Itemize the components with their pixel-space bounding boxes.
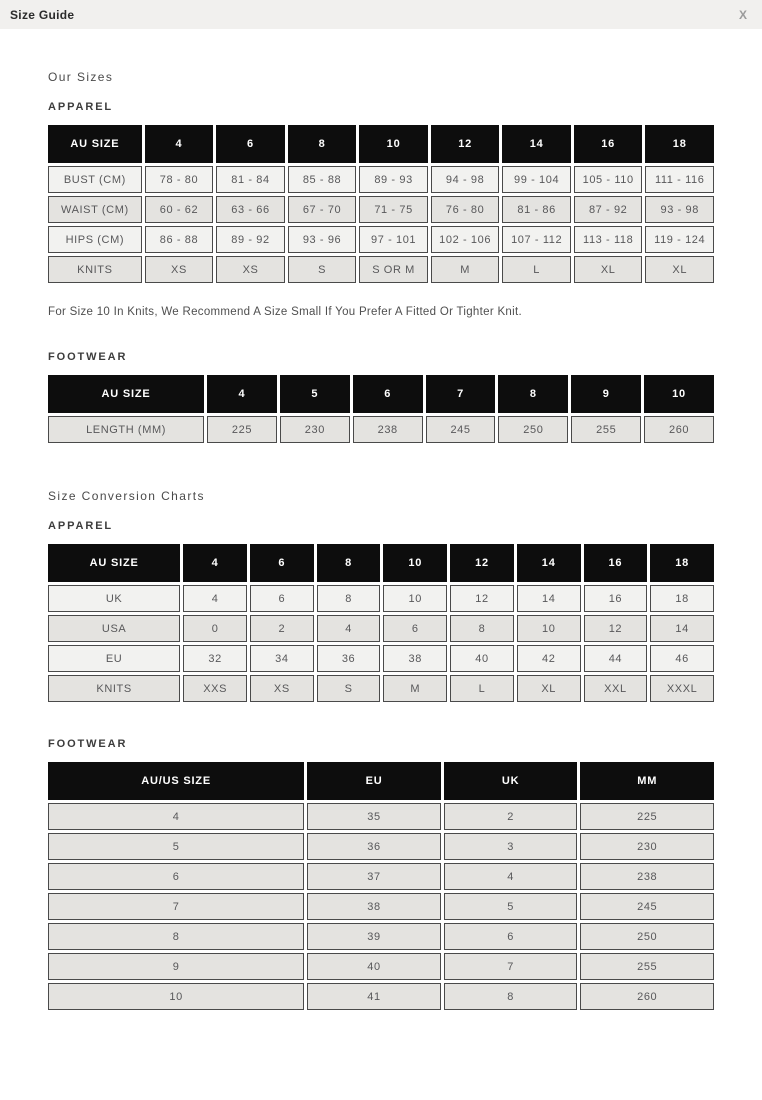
value-cell: 63 - 66 bbox=[216, 196, 285, 223]
row-label-cell: EU bbox=[48, 645, 180, 672]
value-cell: 40 bbox=[450, 645, 514, 672]
value-cell: 34 bbox=[250, 645, 314, 672]
value-cell: 255 bbox=[580, 953, 714, 980]
table-header-row bbox=[48, 762, 714, 800]
value-cell: 8 bbox=[450, 615, 514, 642]
table-label-apparel-conversion: APPAREL bbox=[48, 520, 114, 532]
conversion-apparel-table bbox=[45, 541, 717, 705]
value-cell: 250 bbox=[498, 416, 568, 443]
table-row bbox=[48, 196, 714, 223]
value-cell: 39 bbox=[307, 923, 441, 950]
our-sizes-footwear-table bbox=[45, 372, 717, 446]
value-cell: M bbox=[383, 675, 447, 702]
table-row bbox=[48, 645, 714, 672]
column-header-cell: EU bbox=[307, 762, 441, 800]
value-cell: 3 bbox=[444, 833, 578, 860]
row-label-cell: 8 bbox=[48, 923, 304, 950]
value-cell: 8 bbox=[317, 585, 381, 612]
table-row bbox=[48, 803, 714, 830]
column-header-cell: 5 bbox=[280, 375, 350, 413]
value-cell: 76 - 80 bbox=[431, 196, 500, 223]
value-cell: 2 bbox=[444, 803, 578, 830]
table-row bbox=[48, 166, 714, 193]
table-row bbox=[48, 585, 714, 612]
value-cell: 99 - 104 bbox=[502, 166, 571, 193]
value-cell: XL bbox=[645, 256, 714, 283]
column-header-cell: AU SIZE bbox=[48, 125, 142, 163]
page-title: Size Guide bbox=[10, 7, 75, 22]
value-cell: S bbox=[288, 256, 357, 283]
row-label-cell: 4 bbox=[48, 803, 304, 830]
value-cell: 36 bbox=[307, 833, 441, 860]
table-label-apparel-sizes: APPAREL bbox=[48, 101, 114, 113]
value-cell: XS bbox=[250, 675, 314, 702]
value-cell: M bbox=[431, 256, 500, 283]
table-header-row bbox=[48, 125, 714, 163]
table-label-footwear-conversion: FOOTWEAR bbox=[48, 738, 128, 750]
table-row bbox=[48, 416, 714, 443]
value-cell: 18 bbox=[650, 585, 714, 612]
row-label-cell: WAIST (CM) bbox=[48, 196, 142, 223]
value-cell: 2 bbox=[250, 615, 314, 642]
value-cell: 7 bbox=[444, 953, 578, 980]
column-header-cell: 18 bbox=[650, 544, 714, 582]
column-header-cell: 4 bbox=[183, 544, 247, 582]
value-cell: 32 bbox=[183, 645, 247, 672]
column-header-cell: UK bbox=[444, 762, 578, 800]
value-cell: L bbox=[450, 675, 514, 702]
value-cell: 255 bbox=[571, 416, 641, 443]
value-cell: 93 - 96 bbox=[288, 226, 357, 253]
value-cell: XXXL bbox=[650, 675, 714, 702]
column-header-cell: 10 bbox=[359, 125, 428, 163]
value-cell: 0 bbox=[183, 615, 247, 642]
column-header-cell: AU SIZE bbox=[48, 544, 180, 582]
column-header-cell: 6 bbox=[353, 375, 423, 413]
value-cell: 41 bbox=[307, 983, 441, 1010]
close-icon[interactable]: X bbox=[738, 7, 747, 22]
table-row bbox=[48, 833, 714, 860]
value-cell: 111 - 116 bbox=[645, 166, 714, 193]
column-header-cell: 16 bbox=[574, 125, 643, 163]
value-cell: 102 - 106 bbox=[431, 226, 500, 253]
modal-header-bar bbox=[0, 0, 762, 29]
value-cell: 67 - 70 bbox=[288, 196, 357, 223]
value-cell: 44 bbox=[584, 645, 648, 672]
table-row bbox=[48, 615, 714, 642]
table-row bbox=[48, 923, 714, 950]
value-cell: 6 bbox=[444, 923, 578, 950]
value-cell: 119 - 124 bbox=[645, 226, 714, 253]
value-cell: 107 - 112 bbox=[502, 226, 571, 253]
value-cell: 94 - 98 bbox=[431, 166, 500, 193]
value-cell: 85 - 88 bbox=[288, 166, 357, 193]
value-cell: 93 - 98 bbox=[645, 196, 714, 223]
column-header-cell: 9 bbox=[571, 375, 641, 413]
value-cell: 35 bbox=[307, 803, 441, 830]
value-cell: 5 bbox=[444, 893, 578, 920]
row-label-cell: HIPS (CM) bbox=[48, 226, 142, 253]
value-cell: 81 - 84 bbox=[216, 166, 285, 193]
value-cell: S OR M bbox=[359, 256, 428, 283]
column-header-cell: 14 bbox=[502, 125, 571, 163]
value-cell: 230 bbox=[280, 416, 350, 443]
value-cell: 89 - 93 bbox=[359, 166, 428, 193]
column-header-cell: 12 bbox=[450, 544, 514, 582]
size-guide-content bbox=[0, 29, 762, 1013]
value-cell: 105 - 110 bbox=[574, 166, 643, 193]
value-cell: 60 - 62 bbox=[145, 196, 214, 223]
table-row bbox=[48, 983, 714, 1010]
row-label-cell: UK bbox=[48, 585, 180, 612]
value-cell: 10 bbox=[383, 585, 447, 612]
table-label-footwear-sizes: FOOTWEAR bbox=[48, 351, 128, 363]
value-cell: S bbox=[317, 675, 381, 702]
table-row bbox=[48, 226, 714, 253]
value-cell: 4 bbox=[317, 615, 381, 642]
value-cell: 250 bbox=[580, 923, 714, 950]
value-cell: 6 bbox=[250, 585, 314, 612]
column-header-cell: 14 bbox=[517, 544, 581, 582]
value-cell: 38 bbox=[307, 893, 441, 920]
value-cell: 40 bbox=[307, 953, 441, 980]
value-cell: 12 bbox=[450, 585, 514, 612]
value-cell: 4 bbox=[444, 863, 578, 890]
value-cell: 14 bbox=[650, 615, 714, 642]
column-header-cell: 8 bbox=[288, 125, 357, 163]
column-header-cell: 8 bbox=[317, 544, 381, 582]
value-cell: 12 bbox=[584, 615, 648, 642]
value-cell: 71 - 75 bbox=[359, 196, 428, 223]
row-label-cell: 9 bbox=[48, 953, 304, 980]
row-label-cell: 6 bbox=[48, 863, 304, 890]
value-cell: 37 bbox=[307, 863, 441, 890]
section-heading-size-conversion: Size Conversion Charts bbox=[48, 489, 205, 503]
row-label-cell: 10 bbox=[48, 983, 304, 1010]
value-cell: 260 bbox=[580, 983, 714, 1010]
value-cell: 89 - 92 bbox=[216, 226, 285, 253]
column-header-cell: MM bbox=[580, 762, 714, 800]
column-header-cell: AU/US SIZE bbox=[48, 762, 304, 800]
value-cell: XXL bbox=[584, 675, 648, 702]
value-cell: 8 bbox=[444, 983, 578, 1010]
value-cell: 14 bbox=[517, 585, 581, 612]
value-cell: 86 - 88 bbox=[145, 226, 214, 253]
row-label-cell: LENGTH (MM) bbox=[48, 416, 204, 443]
table-row bbox=[48, 893, 714, 920]
value-cell: 16 bbox=[584, 585, 648, 612]
our-sizes-apparel-table bbox=[45, 122, 717, 286]
value-cell: 10 bbox=[517, 615, 581, 642]
knits-size-note: For Size 10 In Knits, We Recommend A Size Small If You Prefer A Fitted Or Tighter Knit. bbox=[48, 306, 522, 318]
value-cell: 238 bbox=[353, 416, 423, 443]
value-cell: XXS bbox=[183, 675, 247, 702]
value-cell: 4 bbox=[183, 585, 247, 612]
column-header-cell: 7 bbox=[426, 375, 496, 413]
row-label-cell: KNITS bbox=[48, 675, 180, 702]
value-cell: XL bbox=[517, 675, 581, 702]
row-label-cell: USA bbox=[48, 615, 180, 642]
value-cell: 87 - 92 bbox=[574, 196, 643, 223]
column-header-cell: 4 bbox=[145, 125, 214, 163]
column-header-cell: 12 bbox=[431, 125, 500, 163]
value-cell: XS bbox=[216, 256, 285, 283]
column-header-cell: 10 bbox=[383, 544, 447, 582]
column-header-cell: 6 bbox=[216, 125, 285, 163]
value-cell: XS bbox=[145, 256, 214, 283]
column-header-cell: 10 bbox=[644, 375, 714, 413]
column-header-cell: 8 bbox=[498, 375, 568, 413]
table-row bbox=[48, 953, 714, 980]
value-cell: 113 - 118 bbox=[574, 226, 643, 253]
value-cell: 78 - 80 bbox=[145, 166, 214, 193]
value-cell: 38 bbox=[383, 645, 447, 672]
value-cell: 97 - 101 bbox=[359, 226, 428, 253]
table-row bbox=[48, 675, 714, 702]
value-cell: 225 bbox=[207, 416, 277, 443]
value-cell: 238 bbox=[580, 863, 714, 890]
value-cell: 6 bbox=[383, 615, 447, 642]
column-header-cell: 18 bbox=[645, 125, 714, 163]
row-label-cell: 5 bbox=[48, 833, 304, 860]
value-cell: 230 bbox=[580, 833, 714, 860]
table-row bbox=[48, 863, 714, 890]
value-cell: 260 bbox=[644, 416, 714, 443]
value-cell: 46 bbox=[650, 645, 714, 672]
value-cell: 245 bbox=[426, 416, 496, 443]
column-header-cell: 4 bbox=[207, 375, 277, 413]
row-label-cell: 7 bbox=[48, 893, 304, 920]
value-cell: 225 bbox=[580, 803, 714, 830]
table-header-row bbox=[48, 544, 714, 582]
column-header-cell: 16 bbox=[584, 544, 648, 582]
row-label-cell: BUST (CM) bbox=[48, 166, 142, 193]
column-header-cell: AU SIZE bbox=[48, 375, 204, 413]
value-cell: 42 bbox=[517, 645, 581, 672]
table-row bbox=[48, 256, 714, 283]
value-cell: 245 bbox=[580, 893, 714, 920]
conversion-footwear-table bbox=[45, 759, 717, 1013]
row-label-cell: KNITS bbox=[48, 256, 142, 283]
value-cell: XL bbox=[574, 256, 643, 283]
value-cell: 81 - 86 bbox=[502, 196, 571, 223]
value-cell: 36 bbox=[317, 645, 381, 672]
column-header-cell: 6 bbox=[250, 544, 314, 582]
section-heading-our-sizes: Our Sizes bbox=[48, 70, 114, 84]
value-cell: L bbox=[502, 256, 571, 283]
table-header-row bbox=[48, 375, 714, 413]
